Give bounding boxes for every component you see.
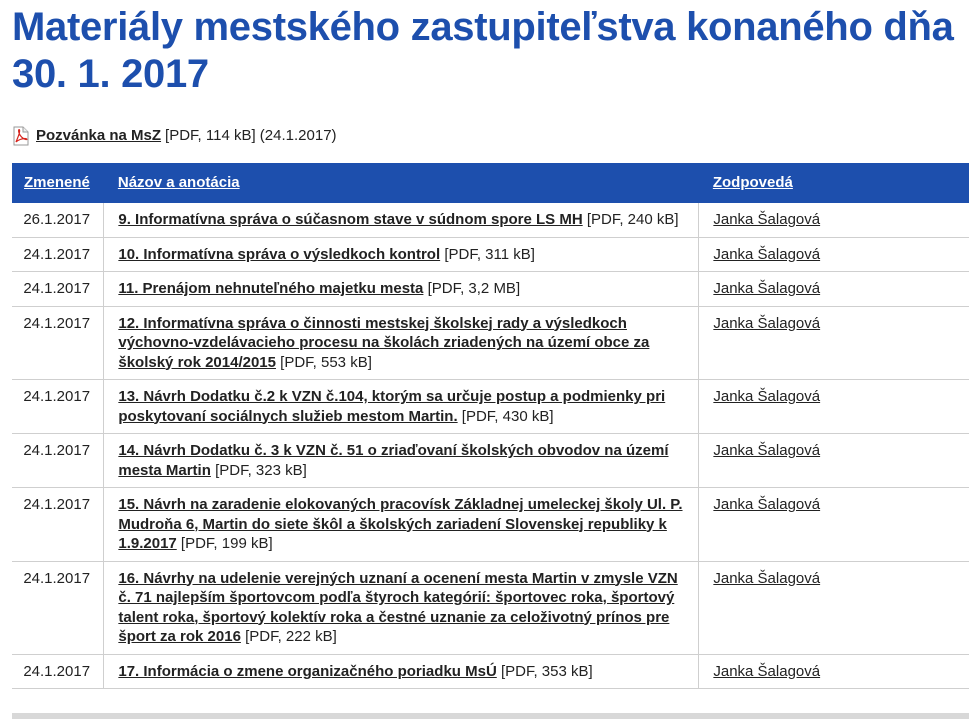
document-link[interactable]: 14. Návrh Dodatku č. 3 k VZN č. 51 o zriaďovaní školských obvodov na území mesta Martin (118, 442, 669, 479)
responsible-link[interactable]: Janka Šalagová (713, 211, 821, 228)
document-meta: [PDF, 240 kB] (586, 211, 679, 228)
row-responsible-cell (699, 434, 969, 488)
table-row (12, 488, 969, 562)
pdf-icon (12, 126, 30, 146)
row-name-cell (104, 306, 699, 380)
document-meta: [PDF, 311 kB] (444, 245, 535, 263)
table-row (12, 380, 969, 434)
responsible-link[interactable]: Janka Šalagová (713, 388, 821, 405)
table-row (12, 434, 969, 488)
invitation-meta: [PDF, 114 kB] (24.1.2017) (165, 127, 337, 144)
row-date: 24.1.2017 (12, 237, 104, 272)
row-name-cell (104, 561, 699, 654)
responsible-link[interactable]: Janka Šalagová (713, 496, 821, 513)
document-meta: [PDF, 323 kB] (215, 461, 307, 479)
row-responsible-cell (699, 203, 969, 237)
row-name-cell (104, 237, 699, 272)
row-name-cell (104, 654, 699, 689)
document-meta: [PDF, 430 kB] (461, 407, 554, 425)
invitation-link[interactable]: Pozvánka na MsZ (36, 127, 162, 144)
responsible-link[interactable]: Janka Šalagová (713, 662, 821, 680)
table-row (12, 654, 969, 689)
row-date: 24.1.2017 (12, 654, 104, 689)
row-responsible-cell (699, 272, 969, 307)
row-date: 24.1.2017 (12, 434, 104, 488)
document-meta: [PDF, 3,2 MB] (427, 280, 521, 297)
document-meta: [PDF, 199 kB] (180, 535, 273, 552)
table-row (12, 306, 969, 380)
document-link[interactable]: 11. Prenájom nehnuteľného majetku mesta (118, 280, 424, 297)
document-link[interactable]: 16. Návrhy na udelenie verejných uznaní a ocenení mesta Martin v zmysle VZN č. 71 najlepším športovcom podľa štyroch kategórií: športovec roka, športový talent roka, športový kolektív roka a čestné uznanie za celoživotný prínos pre šport za rok 2016 (118, 569, 678, 645)
table-row (12, 561, 969, 654)
responsible-link[interactable]: Janka Šalagová (713, 245, 821, 263)
row-name-cell (104, 272, 699, 307)
table-row (12, 237, 969, 272)
row-date: 24.1.2017 (12, 272, 104, 307)
responsible-link[interactable]: Janka Šalagová (713, 442, 821, 459)
column-header-name[interactable]: Názov a anotácia (104, 163, 699, 203)
row-name-cell (104, 488, 699, 562)
table-bottom-divider (12, 713, 969, 719)
row-responsible-cell (699, 488, 969, 562)
table-row (12, 272, 969, 307)
row-date: 26.1.2017 (12, 203, 104, 237)
document-meta: [PDF, 222 kB] (245, 628, 337, 645)
document-link[interactable]: 12. Informatívna správa o činnosti mestskej školskej rady a výsledkoch výchovno-vzdelávacieho procesu na školách zriadených na území obce za školský rok 2014/2015 (118, 314, 650, 371)
table-row (12, 203, 969, 237)
document-link[interactable]: 9. Informatívna správa o súčasnom stave v súdnom spore LS MH (118, 211, 583, 228)
document-link[interactable]: 13. Návrh Dodatku č.2 k VZN č.104, ktorým sa určuje postup a podmienky pri poskytovaní sociálnych služieb mestom Martin. (118, 388, 666, 425)
document-link[interactable]: 17. Informácia o zmene organizačného poriadku MsÚ (118, 662, 497, 680)
row-date: 24.1.2017 (12, 380, 104, 434)
row-name-cell (104, 203, 699, 237)
invitation-line (12, 126, 337, 146)
row-date: 24.1.2017 (12, 306, 104, 380)
row-responsible-cell (699, 380, 969, 434)
column-header-changed[interactable]: Zmenené (12, 163, 104, 203)
document-link[interactable]: 15. Návrh na zaradenie elokovaných pracovísk Základnej umeleckej školy Ul. P. Mudroňa 6, Martin do siete škôl a školských zariadení Slovenskej republiky k 1.9.2017 (118, 496, 683, 552)
table-header-row (12, 163, 969, 203)
row-name-cell (104, 434, 699, 488)
row-responsible-cell (699, 654, 969, 689)
document-meta: [PDF, 353 kB] (500, 662, 593, 680)
document-link[interactable]: 10. Informatívna správa o výsledkoch kontrol (118, 245, 441, 263)
responsible-link[interactable]: Janka Šalagová (713, 314, 821, 332)
documents-table (12, 163, 969, 689)
row-date: 24.1.2017 (12, 561, 104, 654)
row-responsible-cell (699, 306, 969, 380)
row-date: 24.1.2017 (12, 488, 104, 562)
page-title: Materiály mestského zastupiteľstva konaného dňa 30. 1. 2017 (12, 5, 954, 96)
row-responsible-cell (699, 561, 969, 654)
row-responsible-cell (699, 237, 969, 272)
responsible-link[interactable]: Janka Šalagová (713, 280, 821, 297)
column-header-responsible[interactable]: Zodpovedá (699, 163, 969, 203)
document-meta: [PDF, 553 kB] (280, 353, 372, 371)
responsible-link[interactable]: Janka Šalagová (713, 569, 821, 587)
row-name-cell (104, 380, 699, 434)
